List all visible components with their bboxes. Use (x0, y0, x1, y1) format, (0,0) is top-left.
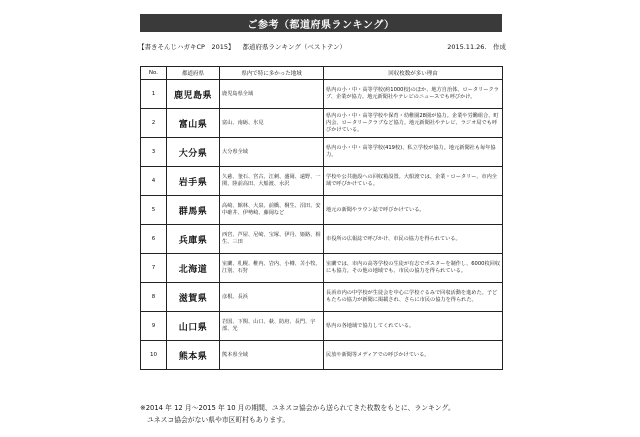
rank-number: 3 (141, 138, 167, 167)
rank-number: 1 (141, 80, 167, 109)
reason-text: 県内の小・中・高等学校(約1000校)のほか、地方自治体、ロータリークラブ、企業が協力。地元新聞社やテレビのニュースでも呼びかけ。 (324, 80, 503, 109)
rank-number: 2 (141, 109, 167, 138)
banner-title: ご参考（都道府県ランキング） (247, 19, 395, 31)
rank-number: 5 (141, 196, 167, 225)
footnote-line-1: ※2014 年 12 月～2015 年 10 月の期間、ユネスコ協会から送られてきた枚数をもとに、ランキング。 (140, 404, 455, 412)
table-row (141, 225, 503, 254)
table-row (141, 312, 503, 341)
table-row (141, 80, 503, 109)
area-list: 久慈、釜石、宮古、江刺、盛岡、遠野、一関、陸前高田、大船渡、水沢 (220, 167, 324, 196)
reason-text: 地元の新聞やラウン誌で呼びかけている。 (324, 196, 503, 225)
table-row (141, 109, 503, 138)
created-date: 2015.11.26. 作成 (447, 42, 506, 51)
reason-text: 室蘭では、市内の高等学校の生徒が有志でポスターを制作し、6000枚回収にも協力。その他の地域でも、市民の協力を得られている。 (324, 254, 503, 283)
header-no: No. (141, 67, 167, 80)
list-title: 都道府県ランキング（ベストテン） (242, 42, 346, 51)
footnote-line-2: ユネスコ協会がない県や市区町村もあります。 (147, 416, 290, 424)
rank-number: 8 (141, 283, 167, 312)
subheader (138, 40, 506, 52)
prefecture-name: 滋賀県 (167, 283, 220, 312)
rank-number: 10 (141, 341, 167, 370)
prefecture-name: 鹿児島県 (167, 80, 220, 109)
prefecture-name: 岩手県 (167, 167, 220, 196)
table-row (141, 167, 503, 196)
area-list: 彦根、長浜 (220, 283, 324, 312)
table-row (141, 254, 503, 283)
area-list: 熊本県全域 (220, 341, 324, 370)
prefecture-name: 大分県 (167, 138, 220, 167)
campaign-label: 【書きそんじハガキCP 2015】 (138, 42, 235, 51)
area-list: 岩国、下関、山口、萩、防府、長門、宇部、光 (220, 312, 324, 341)
prefecture-name: 山口県 (167, 312, 220, 341)
footnote (140, 402, 540, 426)
table-row (141, 138, 503, 167)
prefecture-name: 兵庫県 (167, 225, 220, 254)
prefecture-name: 熊本県 (167, 341, 220, 370)
table-row (141, 283, 503, 312)
area-list: 富山、南砺、氷見 (220, 109, 324, 138)
ranking-table (140, 66, 503, 370)
rank-number: 4 (141, 167, 167, 196)
prefecture-name: 富山県 (167, 109, 220, 138)
ranking-banner (140, 14, 502, 32)
area-list: 大分県全域 (220, 138, 324, 167)
reason-text: 民放や新聞等メディアでの呼びかけている。 (324, 341, 503, 370)
reason-text: 学校や公共施設への回収箱設置。大船渡では、企業・ロータリー、市内全域で呼びかけている。 (324, 167, 503, 196)
reason-text: 長浜市内の中学校が生徒会を中心に学校ぐるみで回収活動を進めた。子どもたちの協力が新聞に掲載され、さらに市民の協力を得られた。 (324, 283, 503, 312)
table-row (141, 341, 503, 370)
reason-text: 市役所の広報誌で呼びかけ、市民の協力を得られている。 (324, 225, 503, 254)
header-prefecture: 都道府県 (167, 67, 220, 80)
reason-text: 県内の各地域で協力してくれている。 (324, 312, 503, 341)
reason-text: 県内の小・中・高等学校や保育・幼稚園28園が協力。企業や労働組合、町内会、ロータリークラブなど協力。地元新聞社やテレビ、ラジオ局でも呼びかけている。 (324, 109, 503, 138)
table-row (141, 196, 503, 225)
rank-number: 9 (141, 312, 167, 341)
area-list: 鹿児島県全域 (220, 80, 324, 109)
rank-number: 6 (141, 225, 167, 254)
area-list: 室蘭、札幌、稚内、岩内、小樽、苫小牧、江別、石狩 (220, 254, 324, 283)
reason-text: 県内の小・中・高等学校(419校)、私立学校が協力。地元新聞社も毎年協力。 (324, 138, 503, 167)
header-reason: 回収枚数が多い理由 (324, 67, 503, 80)
table-header-row (141, 67, 503, 80)
rank-number: 7 (141, 254, 167, 283)
prefecture-name: 北海道 (167, 254, 220, 283)
header-area: 県内で特に多かった地域 (220, 67, 324, 80)
area-list: 西宮、芦屋、尼崎、宝塚、伊丹、姫路、相生、三田 (220, 225, 324, 254)
prefecture-name: 群馬県 (167, 196, 220, 225)
area-list: 高崎、館林、大泉、前橋、桐生、沼田、安中碓井、伊勢崎、藤岡など (220, 196, 324, 225)
